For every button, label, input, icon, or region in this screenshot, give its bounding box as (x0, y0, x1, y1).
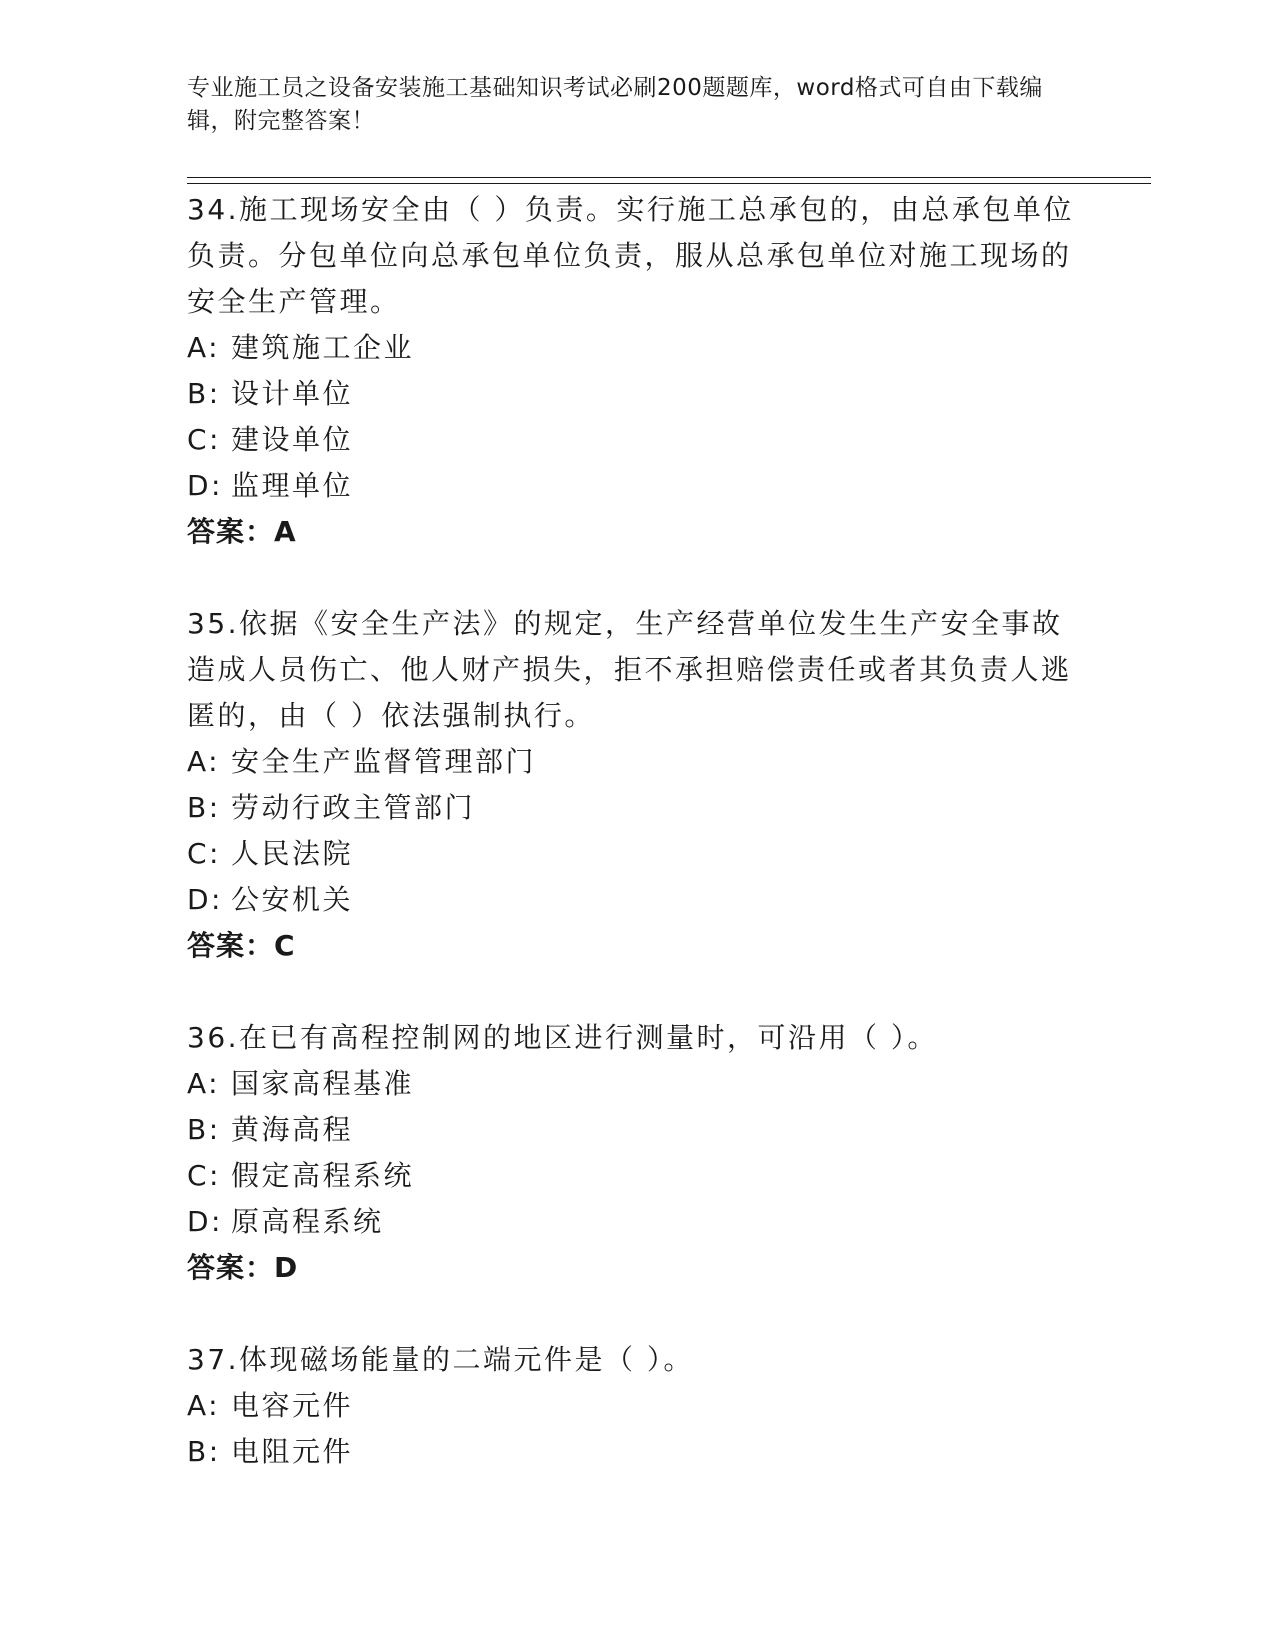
document-header: 专业施工员之设备安装施工基础知识考试必刷200题题库，word格式可自由下载编辑，附完整答案！ (187, 75, 1043, 134)
option-text: 原高程系统 (231, 1205, 384, 1238)
option-a (187, 1383, 1087, 1429)
option-d (187, 463, 1087, 509)
question-stem: 依据《安全生产法》的规定，生产经营单位发生生产安全事故造成人员伤亡、他人财产损失，拒不承担赔偿责任或者其负责人逃匿的，由（ ）依法强制执行。 (187, 607, 1072, 732)
question-gap (187, 555, 1087, 601)
option-letter: A: (187, 1389, 221, 1422)
option-letter: D: (187, 1205, 223, 1238)
header-divider-top (187, 177, 1151, 178)
option-d (187, 1199, 1087, 1245)
option-a (187, 1061, 1087, 1107)
option-b (187, 1429, 1087, 1475)
option-b (187, 1107, 1087, 1153)
option-a (187, 739, 1087, 785)
question-text (187, 187, 1087, 325)
option-letter: A: (187, 745, 221, 778)
option-letter: C: (187, 423, 221, 456)
option-c (187, 831, 1087, 877)
option-a (187, 325, 1087, 371)
option-letter: A: (187, 1067, 221, 1100)
question-gap (187, 1291, 1087, 1337)
option-b (187, 785, 1087, 831)
option-text: 黄海高程 (231, 1113, 354, 1146)
option-letter: A: (187, 331, 221, 364)
question-stem: 在已有高程控制网的地区进行测量时，可沿用（ ）。 (239, 1021, 938, 1054)
question-34 (187, 187, 1087, 555)
question-stem: 体现磁场能量的二端元件是（ ）。 (239, 1343, 694, 1376)
option-text: 电容元件 (231, 1389, 354, 1422)
option-text: 建筑施工企业 (231, 331, 415, 364)
question-gap (187, 969, 1087, 1015)
option-text: 假定高程系统 (231, 1159, 415, 1192)
question-number: 35. (187, 607, 240, 640)
answer-line: 答案：D (187, 1251, 299, 1284)
question-number: 37. (187, 1343, 240, 1376)
question-36 (187, 1015, 1087, 1291)
answer-line: 答案：C (187, 929, 296, 962)
option-letter: B: (187, 1113, 221, 1146)
question-number: 34. (187, 193, 240, 226)
question-stem: 施工现场安全由（ ）负责。实行施工总承包的，由总承包单位负责。分包单位向总承包单位负责，服从总承包单位对施工现场的安全生产管理。 (187, 193, 1074, 318)
question-37 (187, 1337, 1087, 1475)
question-number: 36. (187, 1021, 240, 1054)
question-text (187, 1015, 1087, 1061)
option-text: 设计单位 (231, 377, 354, 410)
option-letter: D: (187, 469, 223, 502)
option-letter: D: (187, 883, 223, 916)
option-c (187, 417, 1087, 463)
option-letter: B: (187, 1435, 221, 1468)
option-b (187, 371, 1087, 417)
answer-line: 答案：A (187, 515, 297, 548)
option-c (187, 1153, 1087, 1199)
option-text: 人民法院 (231, 837, 354, 870)
option-letter: C: (187, 837, 221, 870)
question-list (187, 187, 1087, 1475)
option-text: 公安机关 (231, 883, 354, 916)
question-35 (187, 601, 1087, 969)
option-text: 监理单位 (231, 469, 354, 502)
option-letter: C: (187, 1159, 221, 1192)
option-letter: B: (187, 377, 221, 410)
option-d (187, 877, 1087, 923)
question-text (187, 1337, 1087, 1383)
option-text: 国家高程基准 (231, 1067, 415, 1100)
option-text: 安全生产监督管理部门 (231, 745, 537, 778)
option-text: 电阻元件 (231, 1435, 354, 1468)
header-divider-bottom (187, 183, 1151, 184)
option-text: 劳动行政主管部门 (231, 791, 476, 824)
question-text (187, 601, 1087, 739)
option-text: 建设单位 (231, 423, 354, 456)
option-letter: B: (187, 791, 221, 824)
